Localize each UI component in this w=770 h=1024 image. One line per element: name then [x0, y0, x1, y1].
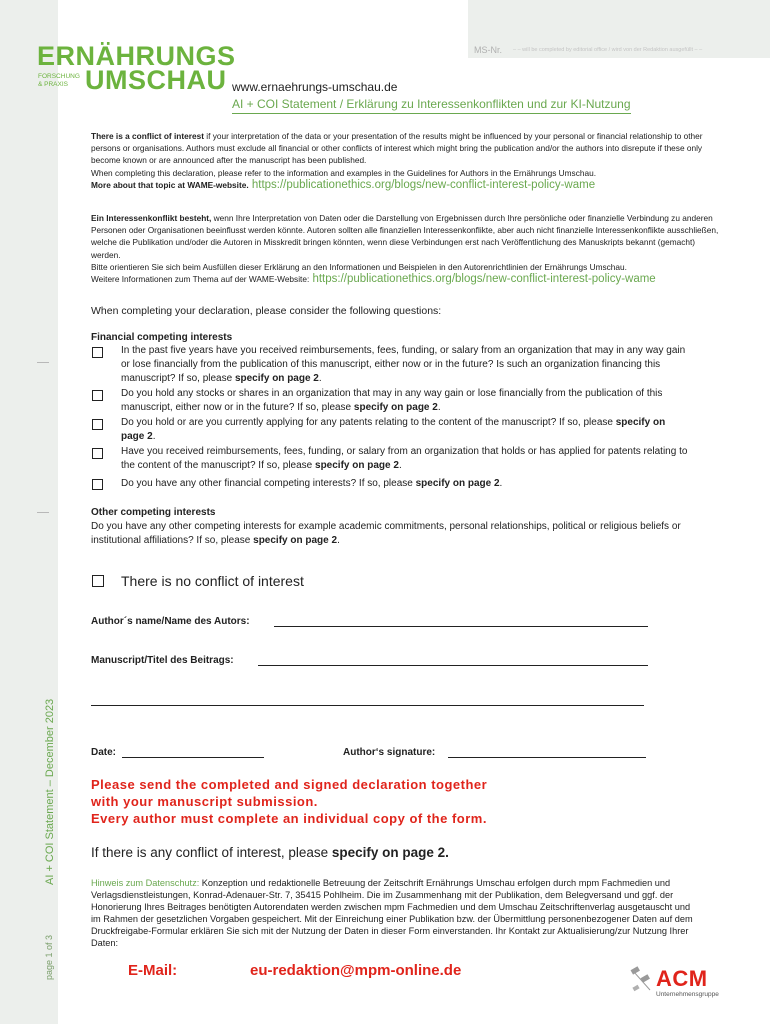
fold-mark-top: [37, 362, 49, 363]
notice-line-3: Every author must complete an individual copy of the form.: [91, 811, 487, 826]
checkbox-no-conflict[interactable]: [92, 575, 104, 587]
financial-heading: Financial competing interests: [91, 332, 233, 343]
specify-instruction: If there is any conflict of interest, please specify on page 2.: [91, 845, 449, 860]
intro-german: [91, 212, 724, 285]
manuscript-title-label: Manuscript/Titel des Beitrags:: [91, 655, 234, 666]
logo-line-2: UMSCHAU: [85, 65, 227, 95]
questions-intro: When completing your declaration, please consider the following questions:: [91, 305, 442, 317]
page-title: AI + COI Statement / Erklärung zu Interessenkonflikten und zur KI-Nutzung: [232, 97, 631, 114]
other-question: Do you have any other competing interests for example academic commitments, personal relationships, political or religious beliefs or institutional affiliations? If so, please specify on page 2.: [91, 521, 681, 546]
ms-number-label: MS-Nr.: [474, 45, 502, 55]
intro-en-line2: When completing this declaration, please refer to the information and examples in the Guidelines for Authors in the Ernährungs Umschau.: [91, 167, 597, 178]
intro-en-text: if your interpretation of the data or your presentation of the results might be influenced by your personal or financial relationship to other persons or organisations. Authors must exclude all financial or other conflicts of interest which might bring the publication and/or the authors into disrepute if these only become known or are announced after the manuscript has been published.: [91, 131, 703, 166]
intro-en-lead: There is a conflict of interest: [91, 131, 204, 141]
signature-field[interactable]: [448, 757, 646, 758]
manuscript-title-field-line2[interactable]: [91, 705, 644, 706]
checkbox-financial-1[interactable]: [92, 347, 103, 358]
privacy-text: Konzeption und redaktionelle Betreuung der Zeitschrift Ernährungs Umschau erfolgen durch mpm Fachmedien und Verlagsdienstleistungen, Konrad-Adenauer-Str. 7, 35415 Pohlheim. Die im Zusammenhang mit der Publikation, dem Belegversand und ggf. der Honorierung Ihres Beitrages benötigten Autorendaten werden zwischen mpm Fachmedien und dem Umschau Zeitschriftenverlag ausgetauscht und im Rahmen der gesetzlichen Vorgaben gespeichert. Mit der Einreichung einer Publikation bzw. der Übermittlung personenbezogener Daten auf dem Druckfreigabe-Formular erklären Sie sich mit der Nutzung der Daten in dieser Form einverstanden. Ihr Kontakt zur Aktualisierung/zur Nutzung Ihrer Daten:: [91, 878, 693, 948]
wame-link-en[interactable]: https://publicationethics.org/blogs/new-conflict-interest-policy-wame: [248, 178, 596, 191]
acm-logo: [628, 958, 728, 1004]
checkbox-financial-4[interactable]: [92, 448, 103, 459]
ms-number-note: – – will be completed by editorial office / wird von der Redaktion ausgefüllt – –: [513, 47, 703, 53]
author-name-label: Author´s name/Name des Autors:: [91, 616, 250, 627]
intro-en-more: More about that topic at WAME-website.: [91, 179, 249, 190]
logo-line-1: ERNÄHRUNGS: [37, 41, 236, 71]
acm-satellite-icon: [628, 962, 656, 1002]
logo-small-2: & PRAXIS: [38, 81, 68, 88]
intro-de-lead: Ein Interessenkonflikt besteht,: [91, 213, 212, 223]
fold-mark-bottom: [37, 512, 49, 513]
acm-wordmark: ACM: [656, 966, 708, 991]
question-financial-5: Do you have any other financial competing interests? If so, please specify on page 2.: [121, 478, 503, 489]
question-financial-1: In the past five years have you received reimbursements, fees, funding, or salary from an organization that may in any way gain or lose financially from the publication of this manuscript, either now or in the future? Is such an organization financing this manuscript? If so, please specify on page 2.: [121, 345, 686, 384]
side-page-number: page 1 of 3: [44, 934, 54, 980]
question-financial-3: Do you hold or are you currently applying for any patents relating to the content of the manuscript? If so, please specify on page 2.: [121, 417, 666, 442]
date-field[interactable]: [122, 757, 264, 758]
author-name-field[interactable]: [274, 626, 648, 627]
other-heading: Other competing interests: [91, 507, 216, 518]
checkbox-financial-2[interactable]: [92, 390, 103, 401]
privacy-notice: [91, 877, 701, 949]
date-label: Date:: [91, 747, 117, 758]
email-label: E-Mail:: [128, 962, 178, 979]
no-conflict-label: There is no conflict of interest: [121, 573, 304, 589]
notice-line-2: with your manuscript submission.: [91, 794, 318, 809]
manuscript-title-field[interactable]: [258, 665, 648, 666]
question-financial-2: Do you hold any stocks or shares in an organization that may in any way gain or lose financially from the publication of this manuscript, either now or in the future? If so, please specify on page 2.: [121, 388, 663, 413]
wame-link-de[interactable]: https://publicationethics.org/blogs/new-conflict-interest-policy-wame: [309, 273, 656, 286]
signature-label: Author‘s signature:: [343, 747, 436, 758]
checkbox-financial-5[interactable]: [92, 479, 103, 490]
question-financial-4: Have you received reimbursements, fees, funding, or salary from an organization that holds or has applied for patents relating to the content of the manuscript? If so, please specify on page 2.: [121, 446, 688, 471]
side-document-title: AI + COI Statement – December 2023: [44, 698, 56, 885]
acm-subtitle: Unternehmensgruppe: [656, 991, 719, 998]
intro-de-more: Weitere Informationen zum Thema auf der WAME-Website:: [91, 274, 310, 285]
email-address[interactable]: eu-redaktion@mpm-online.de: [250, 962, 462, 979]
checkbox-financial-3[interactable]: [92, 419, 103, 430]
intro-de-line2: Bitte orientieren Sie sich beim Ausfüllen dieser Erklärung an den Informationen und Beispielen in den Autorenrichtlinien der Ernährungs Umschau.: [91, 261, 627, 272]
notice-line-1: Please send the completed and signed declaration together: [91, 777, 488, 792]
logo-small-1: FORSCHUNG: [38, 73, 80, 80]
website-url[interactable]: www.ernaehrungs-umschau.de: [232, 80, 398, 94]
intro-english: [91, 130, 724, 191]
ernaehrungs-umschau-logo: [37, 41, 236, 98]
intro-de-text: wenn Ihre Interpretation von Daten oder die Darstellung von Ergebnissen durch Ihre persönliche oder finanzielle Verbindung zu anderen Personen oder Organisationen beeinflusst werden könnte. Autoren sollten alle finanziellen Interessenkonflikte, aber auch nicht finanzielle Interessenkonflikte ausschließen, welche die Publikation und/oder die Autoren in Misskredit bringen könnten, wenn diese Verbindungen erst nach Veröffentlichung des Manuskripts bekannt (gemacht) werden.: [91, 213, 719, 260]
privacy-label: Hinweis zum Datenschutz:: [91, 878, 200, 888]
